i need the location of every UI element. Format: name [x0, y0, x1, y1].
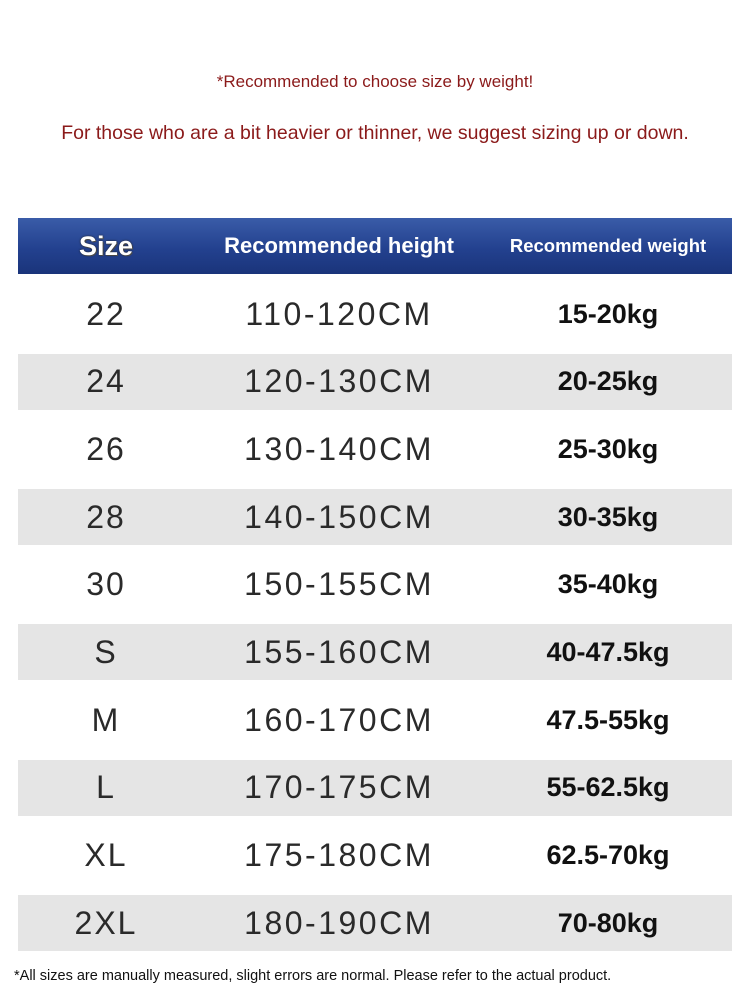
height-cell: 175-180CM	[244, 837, 434, 873]
weight-cell: 62.5-70kg	[546, 840, 670, 870]
weight-cell: 70-80kg	[557, 907, 659, 938]
height-cell: 120-130CM	[244, 363, 434, 400]
table-row	[18, 421, 732, 477]
measurement-footnote: *All sizes are manually measured, slight errors are normal. Please refer to the actual product.	[14, 968, 612, 984]
height-cell: 130-140CM	[244, 430, 434, 467]
header-size: Size	[78, 230, 134, 261]
table-row	[18, 489, 732, 545]
table-header	[18, 218, 732, 274]
weight-cell: 30-35kg	[557, 501, 659, 532]
table-row	[18, 760, 732, 816]
weight-cell: 15-20kg	[557, 298, 659, 329]
size-cell: S	[94, 633, 118, 670]
size-cell: 2XL	[74, 904, 138, 941]
weight-cell: 25-30kg	[557, 433, 659, 464]
weight-cell: 35-40kg	[557, 569, 659, 600]
size-chart-table	[18, 218, 732, 951]
height-cell: 140-150CM	[244, 498, 434, 535]
sizing-up-down-note: For those who are a bit heavier or thinner, we suggest sizing up or down.	[61, 122, 689, 144]
size-cell: 26	[86, 430, 126, 467]
header-weight: Recommended weight	[509, 235, 707, 256]
weight-cell: 55-62.5kg	[546, 772, 670, 803]
size-advice-note: *Recommended to choose size by weight!	[216, 72, 534, 91]
weight-cell: 20-25kg	[557, 366, 659, 397]
height-cell: 155-160CM	[244, 633, 434, 670]
size-cell: M	[91, 701, 121, 738]
height-cell: 150-155CM	[244, 566, 434, 603]
height-cell: 110-120CM	[245, 295, 433, 332]
table-row	[18, 828, 732, 884]
size-cell: 28	[86, 498, 126, 535]
height-cell: 180-190CM	[244, 904, 434, 941]
weight-cell: 40-47.5kg	[546, 636, 670, 667]
size-cell: 30	[86, 566, 126, 603]
table-row	[18, 692, 732, 748]
height-cell: 170-175CM	[244, 769, 434, 806]
size-cell: 22	[86, 295, 126, 332]
weight-cell: 47.5-55kg	[546, 704, 670, 735]
table-row	[18, 354, 732, 410]
height-cell: 160-170CM	[244, 701, 434, 738]
table-row	[18, 624, 732, 680]
header-height: Recommended height	[224, 233, 454, 258]
table-row	[18, 557, 732, 613]
table-row	[18, 895, 732, 951]
size-cell: 24	[86, 363, 126, 400]
size-cell: XL	[84, 837, 128, 873]
table-row	[18, 286, 732, 342]
size-cell: L	[96, 769, 116, 806]
